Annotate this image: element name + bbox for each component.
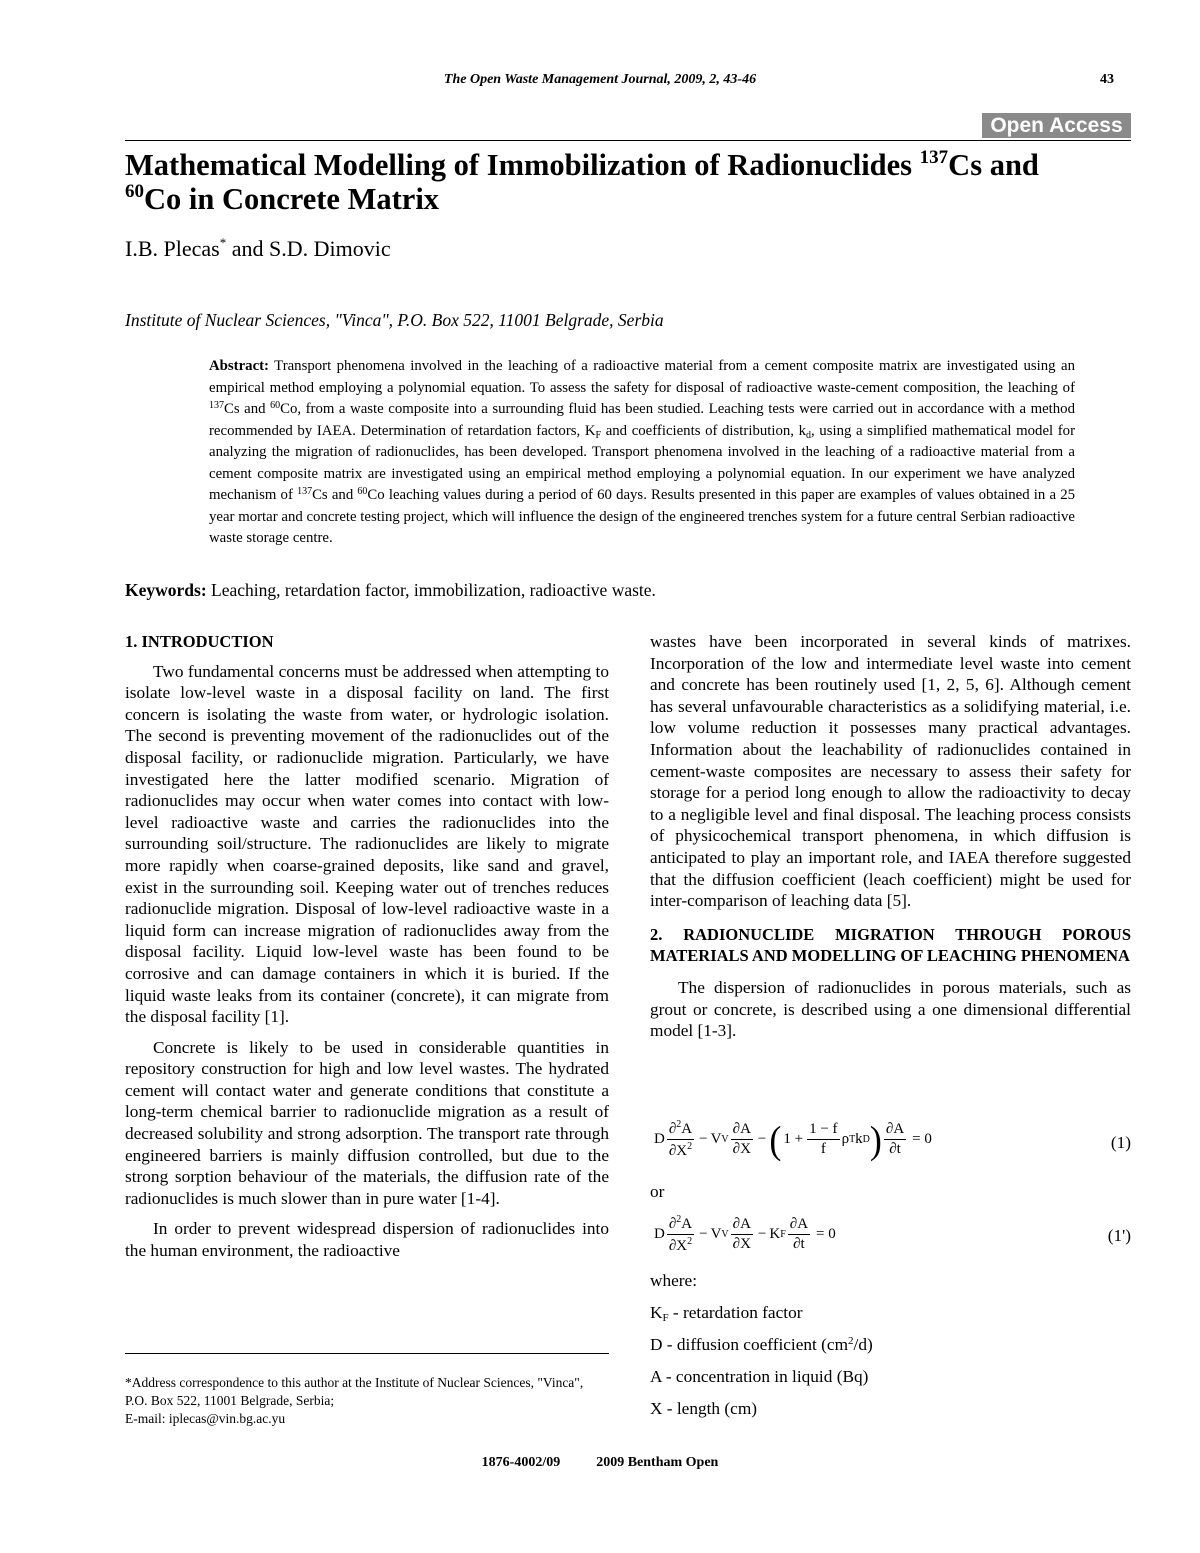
footnote-rule bbox=[125, 1353, 609, 1354]
where-label: where: bbox=[650, 1271, 698, 1290]
page-number: 43 bbox=[1100, 72, 1114, 87]
section-heading-migration: 2. RADIONUCLIDE MIGRATION THROUGH POROUS MATERIALS AND MODELLING OF LEACHING PHENOMENA bbox=[650, 924, 1131, 966]
paragraph: The dispersion of radionuclides in porous materials, such as grout or concrete, is described using a one dimensional differential model [1-3]. bbox=[650, 977, 1131, 1041]
authors: I.B. Plecas* and S.D. Dimovic bbox=[125, 235, 391, 261]
right-column bbox=[650, 631, 1131, 1042]
paper-title: Mathematical Modelling of Immobilization of Radionuclides $^{137}$Cs and $^{60}$Co in Concrete Matrix bbox=[125, 147, 1039, 216]
section-heading-introduction: 1. INTRODUCTION bbox=[125, 632, 274, 651]
abstract: Abstract: Transport phenomena involved in the leaching of a radioactive material from a cement composite matrix are investigated using an empirical method employing a polynomial equation. To assess the safety for disposal of radioactive waste-cement composition, the leaching of $^{137}$Cs and $^{60}$Co, from a waste composite into a surrounding fluid has been studied. Leaching tests were carried out in accordance with a method recommended by IAEA. Determination of retardation factors, $K_F$ and coefficients of distribution, $k_d$, using a simplified mathematical model for analyzing the migration of radionuclides, has been developed. Transport phenomena involved in the leaching of a radioactive material from a cement composite matrix are investigated using an empirical method employing a polynomial equation. In our experiment we have analyzed mechanism of $^{137}$Cs and $^{60}$Co leaching values during a period of 60 days. Results presented in this paper are examples of values obtained in a 25 year mortar and concrete testing project, which will influence the design of the engineered trenches system for a future central Serbian radioactive waste storage centre. bbox=[209, 358, 1075, 546]
paragraph: Two fundamental concerns must be addressed when attempting to isolate low-level waste in a disposal facility on land. The first concern is isolating the waste from water, or hydrologic isolation. The second is preventing movement of the radionuclides out of the disposal facility, or radionuclide migration. Particularly, we have investigated here the latter modified scenario. Migration of radionuclides may occur when water comes into contact with low-level radioactive waste and carries the radionuclides into the surrounding soil/structure. The radionuclides are likely to migrate more rapidly when coarse-grained deposits, like sand and gravel, exist in the surrounding soil. Keeping water out of trenches reduces radionuclide migration. Disposal of low-level radioactive waste in a liquid form can increase migration of radionuclides away from the disposal facility. Liquid low-level waste has been found to be corrosive and can damage containers in which it is buried. If the liquid waste leaks from its container (concrete), it can migrate from the disposal facility [1]. bbox=[125, 661, 609, 1027]
equation-number: (1') bbox=[1107, 1226, 1131, 1245]
equation-number: (1) bbox=[1110, 1133, 1131, 1152]
affiliation: Institute of Nuclear Sciences, "Vinca", P.O. Box 522, 11001 Belgrade, Serbia bbox=[125, 310, 664, 330]
definition-a: A - concentration in liquid (Bq) bbox=[650, 1367, 869, 1386]
variable-definitions bbox=[650, 1270, 873, 1430]
paragraph: wastes have been incorporated in several kinds of matrixes. Incorporation of the low and intermediate level waste into cement and concrete has been routinely used [1, 2, 5, 6]. Although cement has several unfavourable characteristics as a solidifying material, i.e. low volume reduction it possesses many practical advantages. Information about the leachability of radionuclides contained in cement-waste composites are necessary to assess their safety for storage for a period long enough to allow the radioactivity to decay to a negligible level and final disposal. The leaching process consists of physicochemical transport phenomena, in which diffusion is anticipated to play an important role, and IAEA therefore suggested that the diffusion coefficient (leach coefficient) might be used for inter-comparison of leaching data [5]. bbox=[650, 632, 1131, 911]
definition-d: D - diffusion coefficient $(cm^2/d)$ bbox=[650, 1335, 873, 1354]
journal-citation: The Open Waste Management Journal, 2009, 2, 43-46 bbox=[443, 72, 757, 87]
paragraph: In order to prevent widespread dispersion of radionuclides into the human environment, the radioactive bbox=[125, 1219, 609, 1261]
left-column bbox=[125, 631, 609, 1262]
keywords: Keywords: Leaching, retardation factor, immobilization, radioactive waste. bbox=[125, 580, 656, 600]
footer bbox=[0, 1455, 1200, 1471]
definition-kf: $K_F$ - retardation factor bbox=[650, 1303, 803, 1324]
definition-x: X - length (cm) bbox=[650, 1399, 758, 1418]
copyright: 2009 Bentham Open bbox=[596, 1455, 719, 1470]
equation-1: D $\frac{\partial^2A}{\partial X^2}$ − V V $\frac{\partial A}{\partial X}$ − ( 1 + $\frac{1 - f}{f}$ ρ T k D ) $\frac{\partial A}{\partial t}$ = 0 (1) bbox=[654, 1117, 1131, 1162]
header-rule bbox=[125, 140, 1131, 141]
correspondence-footnote: *Address correspondence to this author at the Institute of Nuclear Sciences, "Vinca", P.O. Box 522, 11001 Belgrade, Serbia; E-mail: iplecas@vin.bg.ac.yu bbox=[125, 1375, 584, 1426]
paragraph: Concrete is likely to be used in considerable quantities in repository construction for high and low level wastes. The hydrated cement will contact water and generate conditions that constitute a long-term chemical barrier to radionuclide migration as a result of decreased solubility and strong adsorption. The transport rate through engineered barriers is mainly diffusion controlled, but due to the strong sorption behaviour of the materials, the diffusion rate of the radionuclides is much slower than in pure water [1-4]. bbox=[125, 1037, 609, 1208]
open-access-badge: Open Access bbox=[982, 113, 1131, 138]
or-text: or bbox=[650, 1182, 665, 1201]
issn: 1876-4002/09 bbox=[481, 1455, 561, 1470]
equation-1-prime: D $\frac{\partial^2A}{\partial X^2}$ − V V $\frac{\partial A}{\partial X}$ − K F $\frac{\partial A}{\partial t}$ = 0 (1') bbox=[654, 1214, 1131, 1254]
